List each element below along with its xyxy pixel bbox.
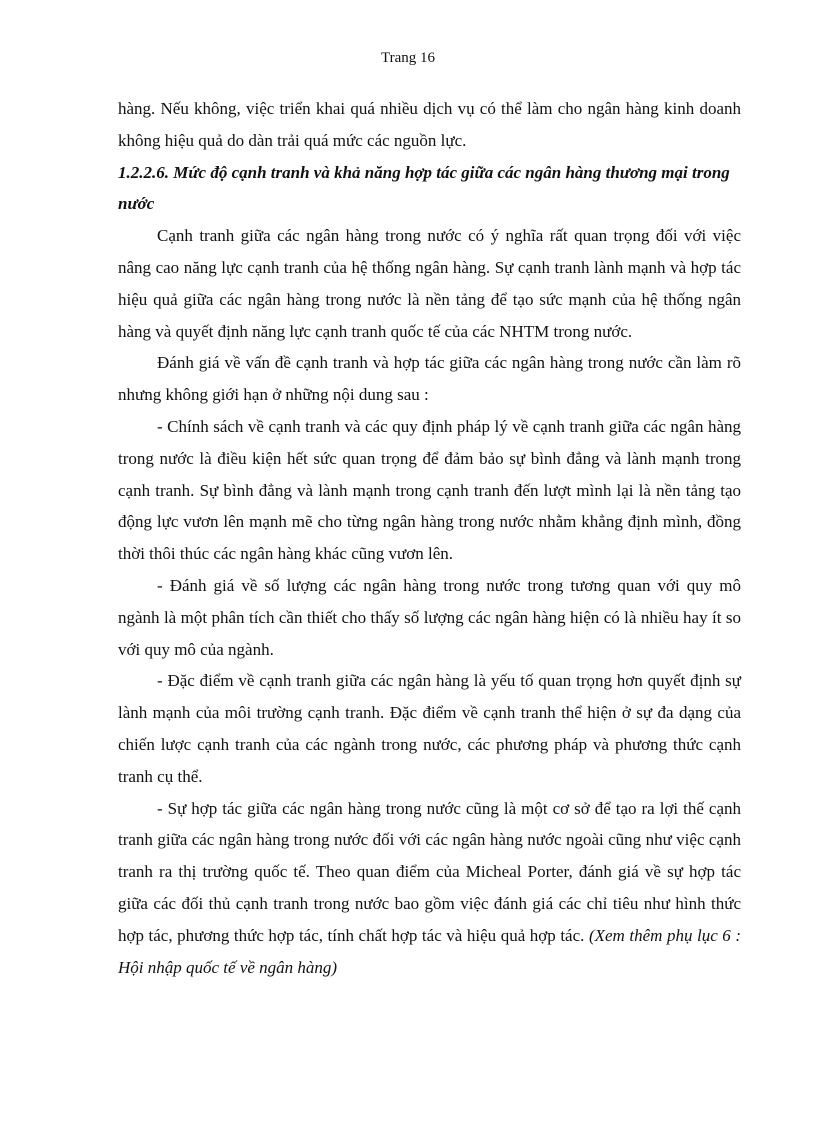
paragraph-evaluation: Đánh giá về vấn đề cạnh tranh và hợp tác giữa các ngân hàng trong nước cần làm rõ nhưng không giới hạn ở những nội dung sau : [118,353,741,405]
paragraph-competition-features: - Đặc điểm về cạnh tranh giữa các ngân hàng là yếu tố quan trọng hơn quyết định sự lành mạnh của môi trường cạnh tranh. Đặc điểm về cạnh tranh thể hiện ở sự đa dạng của chiến lược cạnh tranh của các ngành trong nước, các phương pháp và phương thức cạnh tranh cụ thể. [118,671,741,786]
paragraph-cooperation [118,793,741,984]
paragraph-bank-count: - Đánh giá về số lượng các ngân hàng trong nước trong tương quan với quy mô ngành là một phân tích cần thiết cho thấy số lượng các ngân hàng hiện có là nhiều hay ít so với quy mô của ngành. [118,575,741,659]
paragraph-intro: Cạnh tranh giữa các ngân hàng trong nước có ý nghĩa rất quan trọng đối với việc nâng cao năng lực cạnh tranh của hệ thống ngân hàng. Sự cạnh tranh lành mạnh và hợp tác hiệu quả giữa các ngân hàng trong nước là nền tảng để tạo sức mạnh của hệ thống ngân hàng và quyết định năng lực cạnh tranh quốc tế của các NHTM trong nước. [118,226,741,341]
page-number: Trang 16 [380,50,436,66]
paragraph-continuation: hàng. Nếu không, việc triển khai quá nhiều dịch vụ có thể làm cho ngân hàng kinh doanh không hiệu quả do dàn trải quá mức các nguồn lực. [118,99,741,150]
section-heading: 1.2.2.6. Mức độ cạnh tranh và khả năng hợp tác giữa các ngân hàng thương mại trong nước [118,162,730,214]
appendix-reference: (Xem thêm phụ lục 6 : Hội nhập quốc tế về ngân hàng) [118,925,741,977]
paragraph-policy: - Chính sách về cạnh tranh và các quy định pháp lý về cạnh tranh giữa các ngân hàng trong nước là điều kiện hết sức quan trọng để đảm bảo sự bình đẳng và lành mạnh trong cạnh tranh. Sự bình đẳng và lành mạnh trong cạnh tranh đến lượt mình lại là nền tảng tạo động lực vươn lên mạnh mẽ cho từng ngân hàng trong nước nhằm khẳng định mình, đồng thời thôi thúc các ngân hàng khác cũng vươn lên. [118,416,741,564]
cooperation-text: - Sự hợp tác giữa các ngân hàng trong nước cũng là một cơ sở để tạo ra lợi thế cạnh tranh giữa các ngân hàng trong nước đối với các ngân hàng nước ngoài cũng như việc cạnh tranh ra thị trường quốc tế. Theo quan điểm của Micheal Porter, đánh giá về sự hợp tác giữa các đối thủ cạnh tranh trong nước bao gồm việc đánh giá các chỉ tiêu như hình thức hợp tác, phương thức hợp tác, tính chất hợp tác và hiệu quả hợp tác. [118,798,741,945]
document-body [118,93,741,983]
